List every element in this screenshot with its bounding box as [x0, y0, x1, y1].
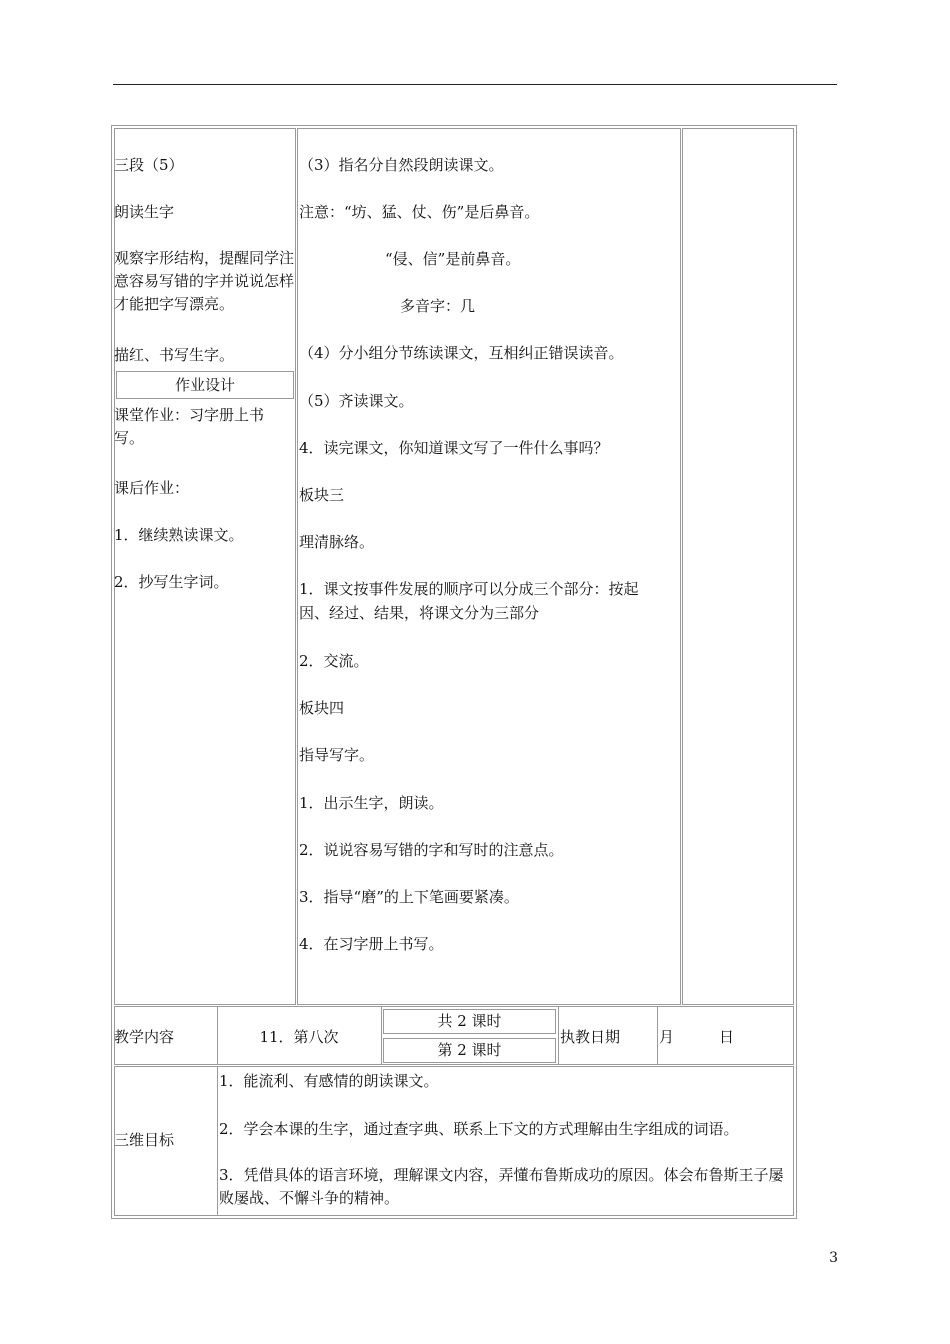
- main-line: 指导写字。: [299, 746, 375, 764]
- left-item-section: 三段（5）: [114, 156, 184, 174]
- main-line: 注意：“坊、猛、仗、伤”是后鼻音。: [299, 203, 540, 221]
- main-line: 4．在习字册上书写。: [299, 935, 444, 953]
- date-label: 执教日期: [560, 1028, 621, 1046]
- homework-header: 作业设计: [174, 376, 235, 394]
- main-line: 4．读完课文，你知道课文写了一件什么事吗？: [299, 439, 609, 457]
- left-item-write: 描红、书写生字。: [114, 346, 235, 364]
- main-line: （3）指名分自然段朗读课文。: [299, 156, 504, 174]
- notes-column-frame: [682, 128, 794, 1005]
- main-line: 2．说说容易写错的字和写时的注意点。: [299, 841, 564, 859]
- left-item-observe: 观察字形结构，提醒同学注意容易写错的字并说说怎样才能把字写漂亮。: [114, 249, 295, 313]
- info-divider: [381, 1006, 382, 1065]
- current-hour: 第 2 课时: [437, 1041, 502, 1059]
- lesson-title: 11．第八次: [259, 1028, 339, 1046]
- goals-divider: [217, 1066, 218, 1216]
- date-day: 日: [719, 1028, 735, 1046]
- page-number: 3: [829, 1250, 838, 1266]
- main-line: 1．出示生字，朗读。: [299, 794, 444, 812]
- main-line: 因、经过、结果，将课文分为三部分: [299, 604, 540, 622]
- teaching-content-label: 教学内容: [114, 1028, 175, 1046]
- main-line: （4）分小组分节练读课文，互相纠正错误读音。: [299, 344, 624, 362]
- date-month: 月: [659, 1028, 675, 1046]
- main-line: 3．指导“磨”的上下笔画要紧凑。: [299, 888, 519, 906]
- homework-item-2: 2．抄写生字词。: [114, 573, 229, 591]
- main-line: 板块四: [299, 699, 345, 717]
- goals-label: 三维目标: [114, 1131, 175, 1149]
- left-item-read-characters: 朗读生字: [114, 203, 175, 221]
- main-line: 2．交流。: [299, 652, 369, 670]
- goal-item: 1．能流利、有感情的朗读课文。: [219, 1072, 439, 1090]
- main-line: 理清脉络。: [299, 533, 375, 551]
- goal-item: 3．凭借具体的语言环境，理解课文内容，弄懂布鲁斯成功的原因。体会布鲁斯王子屡败屡战、不懈斗争的精神。: [219, 1166, 784, 1207]
- header-rule: [113, 84, 837, 85]
- main-line: “侵、信”是前鼻音。: [385, 250, 521, 268]
- homework-item-1: 1．继续熟读课文。: [114, 526, 244, 544]
- info-divider: [558, 1006, 559, 1065]
- info-divider: [657, 1006, 658, 1065]
- main-line: 1．课文按事件发展的顺序可以分成三个部分：按起: [299, 580, 639, 598]
- main-line: （5）齐读课文。: [299, 392, 414, 410]
- main-line: 多音字：几: [400, 297, 476, 315]
- homework-after-class: 课后作业：: [114, 479, 190, 497]
- goal-item: 2．学会本课的生字，通过查字典、联系上下文的方式理解由生字组成的词语。: [219, 1120, 739, 1138]
- main-line: 板块三: [299, 486, 345, 504]
- homework-class: 课堂作业：习字册上书写。: [114, 406, 265, 447]
- total-hours: 共 2 课时: [437, 1012, 502, 1030]
